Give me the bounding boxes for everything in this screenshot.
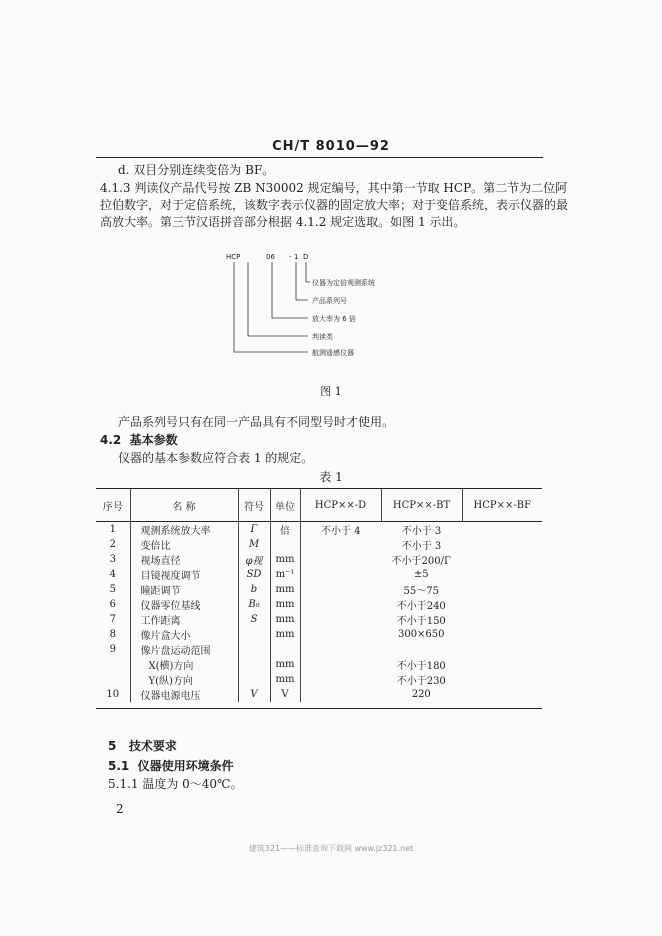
watermark-footer: 建筑321——标准查询下载网 www.jz321.net (248, 844, 414, 853)
parameters-table (96, 488, 542, 702)
header-bf: HCP××-BF (462, 489, 542, 522)
page-number: 2 (116, 802, 124, 816)
table-header-row (96, 489, 542, 522)
code-part-series: 06 (266, 253, 275, 261)
cell-value-all: 不小于180 (300, 657, 542, 672)
cell-no: 1 (109, 524, 116, 535)
cell-symbol (238, 627, 270, 642)
table-caption: 表 1 (319, 470, 343, 484)
section-5-title: 技术要求 (128, 739, 177, 753)
cell-name: X(横)方向 (130, 657, 238, 672)
cell-name: 像片盒大小 (130, 627, 238, 642)
cell-name: 视场直径 (130, 552, 238, 567)
cell-value-bt: 不小于 3 (401, 541, 442, 552)
section-5-1-1: 5.1.1 温度为 0～40℃。 (108, 777, 243, 791)
cell-unit: mm (270, 597, 300, 612)
figure-1 (226, 252, 416, 372)
cell-value-all: 300×650 (300, 627, 542, 642)
cell-name: 目镜视度调节 (130, 567, 238, 582)
table-row (96, 657, 542, 672)
section-4-1-3-line3: 高放大率。第三节汉语拼音部分根据 4.1.2 规定选取。如图 1 示出。 (100, 215, 466, 229)
cell-value-all: 不小于200/Γ (300, 552, 542, 567)
cell-unit: mm (270, 552, 300, 567)
cell-symbol: S (238, 612, 270, 627)
table-row (96, 642, 542, 657)
section-5-number: 5 (108, 739, 117, 753)
cell-no: 10 (106, 689, 120, 700)
table-row (96, 672, 542, 687)
cell-value-all: 不小于230 (300, 672, 542, 687)
code-part-dash: - (289, 253, 292, 261)
figure-caption: 图 1 (320, 385, 342, 398)
section-4-1-3-line2: 拉伯数字，对于定倍系统，该数字表示仪器的固定放大率；对于变倍系统，表示仪器的最 (100, 198, 569, 212)
cell-symbol (238, 657, 270, 672)
cell-no (96, 657, 130, 672)
cell-unit (270, 537, 300, 552)
section-4-2-title: 基本参数 (129, 433, 178, 447)
header-no: 序号 (96, 489, 130, 522)
cell-value-all (300, 642, 542, 657)
figure-label-category: 判读类 (312, 333, 333, 341)
table-row (96, 612, 542, 627)
header-symbol: 符号 (238, 489, 270, 522)
cell-name: 工作距离 (130, 612, 238, 627)
section-4-1-3-line1: 4.1.3 判读仪产品代号按 ZB N30002 规定编号，其中第一节取 HCP。第二节为二位阿 (100, 181, 568, 195)
section-5-1-title: 仪器使用环境条件 (137, 759, 234, 773)
section-4-2-text: 仪器的基本参数应符合表 1 的规定。 (118, 451, 314, 465)
cell-value-all: 不小于240 (300, 597, 542, 612)
code-part-letter: D (303, 253, 309, 261)
cell-unit: mm (270, 627, 300, 642)
figure-label-series: 产品系列号 (312, 297, 347, 305)
header-d: HCP××-D (300, 489, 381, 522)
cell-symbol: φ视 (238, 552, 270, 567)
cell-unit: 倍 (270, 522, 300, 538)
header-name: 名 称 (130, 489, 238, 522)
table-bottom-rule (96, 708, 542, 709)
cell-unit (270, 642, 300, 657)
document-header: CH/T 8010—92 (272, 139, 390, 154)
cell-no: 3 (109, 554, 116, 565)
cell-no: 6 (109, 599, 116, 610)
table-row (96, 567, 542, 582)
cell-no: 2 (109, 539, 116, 550)
cell-symbol: b (238, 582, 270, 597)
cell-no (96, 672, 130, 687)
cell-value-all: 220 (300, 687, 542, 702)
code-part-hcp: HCP (226, 253, 241, 261)
table-row (96, 522, 542, 538)
table-row (96, 552, 542, 567)
header-rule (96, 157, 543, 158)
cell-unit: V (270, 687, 300, 702)
cell-no: 4 (109, 569, 116, 580)
cell-unit: mm (270, 657, 300, 672)
header-unit: 单位 (270, 489, 300, 522)
section-5-1-heading (108, 758, 234, 775)
cell-unit: mm (270, 582, 300, 597)
cell-symbol: M (238, 537, 270, 552)
cell-name: 仪器电源电压 (130, 687, 238, 702)
cell-value-bt: 不小于 3 (401, 526, 442, 537)
table-row (96, 582, 542, 597)
table-row (96, 597, 542, 612)
figure-label-system: 仪器为定倍观测系统 (312, 279, 375, 287)
cell-value-all: 55～75 (300, 582, 542, 597)
cell-unit: mm (270, 612, 300, 627)
section-5-1-number: 5.1 (108, 759, 130, 773)
cell-no: 9 (109, 644, 116, 655)
series-note: 产品系列号只有在同一产品具有不同型号时才使用。 (118, 415, 395, 429)
figure-label-magnification: 放大率为 6 倍 (312, 315, 356, 323)
cell-symbol: SD (238, 567, 270, 582)
cell-value-d: 不小于 4 (300, 522, 381, 538)
cell-name: Y(纵)方向 (130, 672, 238, 687)
cell-symbol (238, 672, 270, 687)
cell-no: 8 (109, 629, 116, 640)
cell-value-all: 不小于150 (300, 612, 542, 627)
section-4-2-heading (100, 432, 178, 449)
figure-label-instrument: 航测遥感仪器 (312, 349, 354, 357)
cell-value-all: ±5 (300, 567, 542, 582)
cell-value-bf (462, 522, 542, 538)
code-part-number: 1 (294, 253, 299, 261)
table-row (96, 627, 542, 642)
cell-name: 像片盘运动范围 (130, 642, 238, 657)
cell-unit: mm (270, 672, 300, 687)
cell-symbol (238, 642, 270, 657)
item-d: d. 双目分别连续变倍为 BF。 (118, 163, 275, 177)
cell-symbol: V (238, 687, 270, 702)
cell-name: 观测系统放大率 (130, 522, 238, 538)
cell-name: 仪器零位基线 (130, 597, 238, 612)
cell-symbol: B₀ (238, 597, 270, 612)
table-row (96, 687, 542, 702)
header-bt: HCP××-BT (381, 489, 462, 522)
section-4-2-number: 4.2 (100, 433, 122, 447)
cell-unit: m⁻¹ (270, 567, 300, 582)
cell-no: 7 (109, 614, 116, 625)
cell-name: 瞳距调节 (130, 582, 238, 597)
cell-value-d (300, 537, 381, 552)
cell-symbol: Γ (238, 522, 270, 538)
table-row (96, 537, 542, 552)
section-5-heading (108, 738, 177, 755)
cell-value-bf (462, 537, 542, 552)
cell-name: 变倍比 (130, 537, 238, 552)
cell-no: 5 (109, 584, 116, 595)
